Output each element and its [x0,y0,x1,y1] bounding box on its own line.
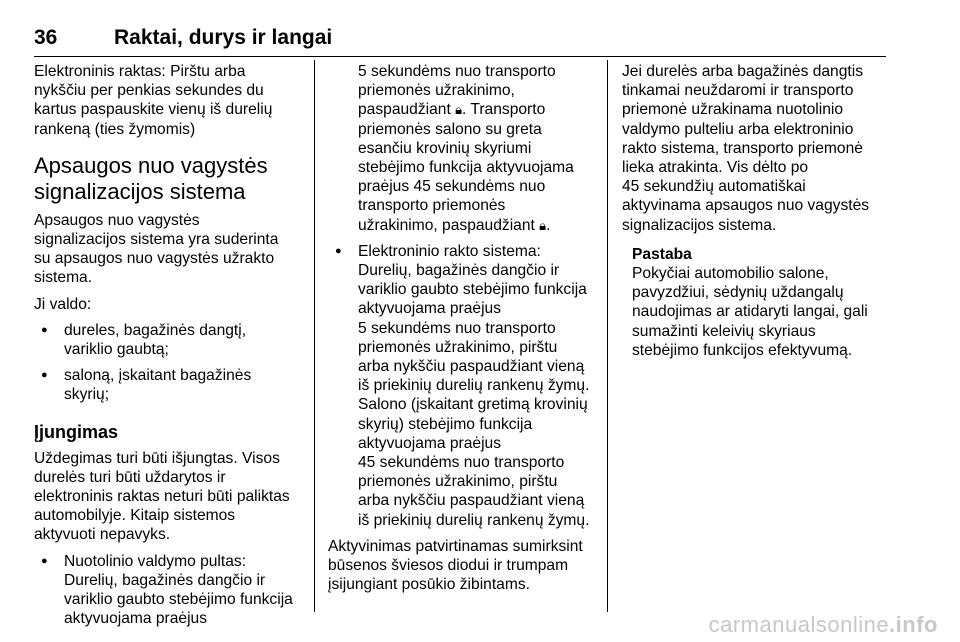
text-line: arba nykščiu paspaudžiant vieną [358,492,585,510]
heading-line: Apsaugos nuo vagystės [34,152,268,178]
list-item [328,242,598,530]
text-line: 5 sekundėms nuo transporto [358,63,556,80]
text-line: signalizacijos sistema yra suderinta [34,231,279,249]
text-line: rankeną (ties žymomis) [34,120,196,138]
activation-list [34,552,306,629]
text-line: Nuotolinio valdymo pultas: [64,552,247,570]
text-line: priemonės salono su greta [358,120,542,138]
text-line: priemonė užrakinama nuotolinio [622,101,844,119]
watermark-suffix: .info [889,612,938,637]
text-line: valdymo pulteliu arba elektroninio [622,120,854,138]
text-line: rakto sistema, transporto priemonė [622,139,863,157]
text-line: Elektroninio rakto sistema: [358,242,541,260]
text-line: signalizacijos sistema. [622,216,777,234]
text-line: sistema. [34,269,93,287]
note-title: Pastaba [632,245,692,263]
lock-icon: 🔒︎ [539,217,547,233]
note-box [622,245,892,360]
text-line: įsijungiant posūkio žibintams. [328,576,530,594]
text-line: durelės turi būti uždarytos ir [34,468,226,486]
text-line: stebėjimo funkcija aktyvuojama [358,159,574,177]
lock-icon: 🔒︎ [455,102,463,118]
text-line: praėjus 45 sekundėms nuo [358,178,546,196]
text-line: esančiu krovinių skyriumi [358,139,532,157]
text-line: priemonės užrakinimo, pirštu [358,338,558,356]
activation-paragraph [34,449,306,545]
text-line: automobilyje. Kitaip sistemos [34,507,236,525]
watermark [709,612,938,638]
text-line: Elektroninis raktas: Pirštu arba [34,63,246,80]
text-line: su apsaugos nuo vagystės užrakto [34,250,275,268]
text-line: aktyvuojama praėjus [64,610,208,628]
text-line: aktyvuojama praėjus [358,300,502,318]
text-line: iš priekinių durelių rankenų žymų. [358,511,590,529]
text-line: Aktyvinimas patvirtinamas sumirksint [328,537,583,555]
continued-paragraph [328,62,598,235]
text-line: tinkamai neuždaromi ir transporto [622,82,854,100]
text-line: priemonės užrakinimo, pirštu [358,473,558,491]
intro-paragraph [34,62,306,139]
text-line: aktyvuojama praėjus [358,434,502,452]
heading-line: signalizacijos sistema [34,178,246,204]
page-title: Raktai, durys ir langai [114,26,333,49]
text-line: elektroninis raktas neturi būti paliktas [34,488,290,506]
text-line: variklio gaubto stebėjimo funkcija [358,281,587,299]
page-number: 36 [34,26,58,49]
text-line: sumažinti keleivių skyriaus [632,322,816,340]
text-line: 45 sekundžių automatiškai [622,178,806,196]
text-line: būsenos šviesos diodui ir trumpam [328,557,569,575]
text-line: pavyzdžiui, sėdynių uždangalų [632,284,844,302]
column-divider-2 [607,60,608,612]
text-line: iš priekinių durelių rankenų žymų. [358,377,590,395]
column-2 [328,62,598,594]
text-line: saloną, įskaitant bagažinės [64,367,252,385]
column-1 [34,62,306,628]
auto-activation-paragraph [622,62,892,235]
text-line: skyrių; [64,386,110,404]
list-item [34,366,306,404]
page-header [34,10,886,57]
description-paragraph [34,211,306,288]
ekey-list [328,242,598,530]
text-line: skyrių) stebėjimo funkcija [358,415,533,433]
text-line: 45 sekundėms nuo transporto [358,454,565,472]
column-divider-1 [314,60,315,612]
text-line: arba nykščiu paspaudžiant vieną [358,358,585,376]
text-line: Pokyčiai automobilio salone, [632,265,829,283]
text-line: variklio gaubtą; [64,341,169,359]
text-line: naudojimas ar atidaryti langai, gali [632,303,868,321]
text-line: dureles, bagažinės dangtį, [64,321,247,339]
text-line: variklio gaubto stebėjimo funkcija [64,591,293,609]
text-line: nykščiu per penkias sekundes du [34,82,264,100]
section-heading-antitheft [34,153,306,205]
watermark-text: carmanualsonline [708,612,890,637]
text-line: transporto priemonės [358,197,506,215]
text-line: Jei durelės arba bagažinės dangtis [622,63,863,80]
section-heading-activation: Įjungimas [34,421,119,442]
text-line: aktyvinama apsaugos nuo vagystės [622,197,870,215]
column-3 [622,62,892,360]
text-line: Durelių, bagažinės dangčio ir [64,571,266,589]
controls-label: Ji valdo: [34,295,92,313]
controls-list [34,321,306,405]
text-line: . Transporto [462,101,546,119]
text-line: Durelių, bagažinės dangčio ir [358,262,560,280]
text-line: Apsaugos nuo vagystės [34,211,200,229]
list-item [34,321,306,359]
text-line: užrakinimo, paspaudžiant [358,216,540,234]
text-line: . [546,216,551,234]
text-line: priemonės užrakinimo, [358,82,515,100]
text-line: 5 sekundėms nuo transporto [358,319,556,337]
text-line: Uždegimas turi būti išjungtas. Visos [34,449,280,467]
list-item [34,552,306,629]
text-line: paspaudžiant [358,101,456,119]
text-line: lieka atrakinta. Vis dėlto po [622,159,809,177]
confirmation-paragraph [328,537,598,595]
text-line: kartus paspauskite vienų iš durelių [34,101,273,119]
text-line: Salono (įskaitant gretimą krovinių [358,396,588,414]
text-line: stebėjimo funkcijos efektyvumą. [632,341,853,359]
text-line: aktyvuoti nepavyks. [34,526,171,544]
